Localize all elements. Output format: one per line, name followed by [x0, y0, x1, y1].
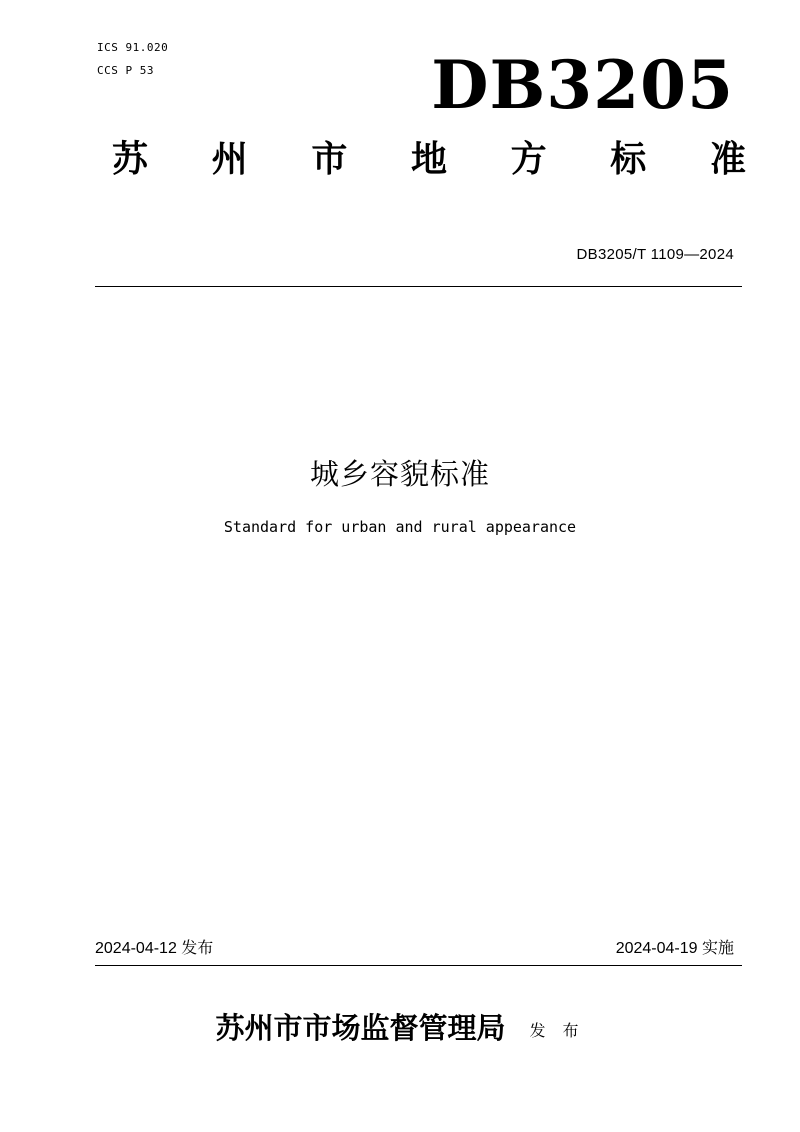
title-english: Standard for urban and rural appearance: [223, 518, 577, 536]
issue-verb: 发 布: [529, 1021, 585, 1040]
issue-date: 2024-04-12 发布: [95, 940, 214, 957]
standard-mark: DB3205: [431, 46, 734, 124]
standard-type-char: 方: [510, 138, 547, 180]
standard-type-char: 标: [610, 138, 647, 180]
effective-date: 2024-04-19 实施: [615, 940, 734, 957]
ccs-code: CCS P 53: [97, 64, 154, 77]
standard-type-char: 市: [311, 138, 348, 180]
standard-type-char: 准: [709, 138, 746, 180]
publisher-name: 苏州市市场监督管理局: [215, 1011, 506, 1045]
standard-type-char: 苏: [112, 138, 149, 180]
standard-number: DB3205/T 1109—2024: [576, 246, 734, 263]
standard-type-char: 州: [211, 138, 248, 180]
top-divider: [95, 286, 742, 287]
bottom-divider: [95, 965, 742, 966]
standard-type-heading: [112, 134, 746, 184]
publisher-row: [0, 1006, 800, 1050]
ics-code: ICS 91.020: [97, 41, 169, 54]
title-chinese: 城乡容貌标准: [309, 457, 490, 491]
standard-type-char: 地: [410, 138, 447, 180]
